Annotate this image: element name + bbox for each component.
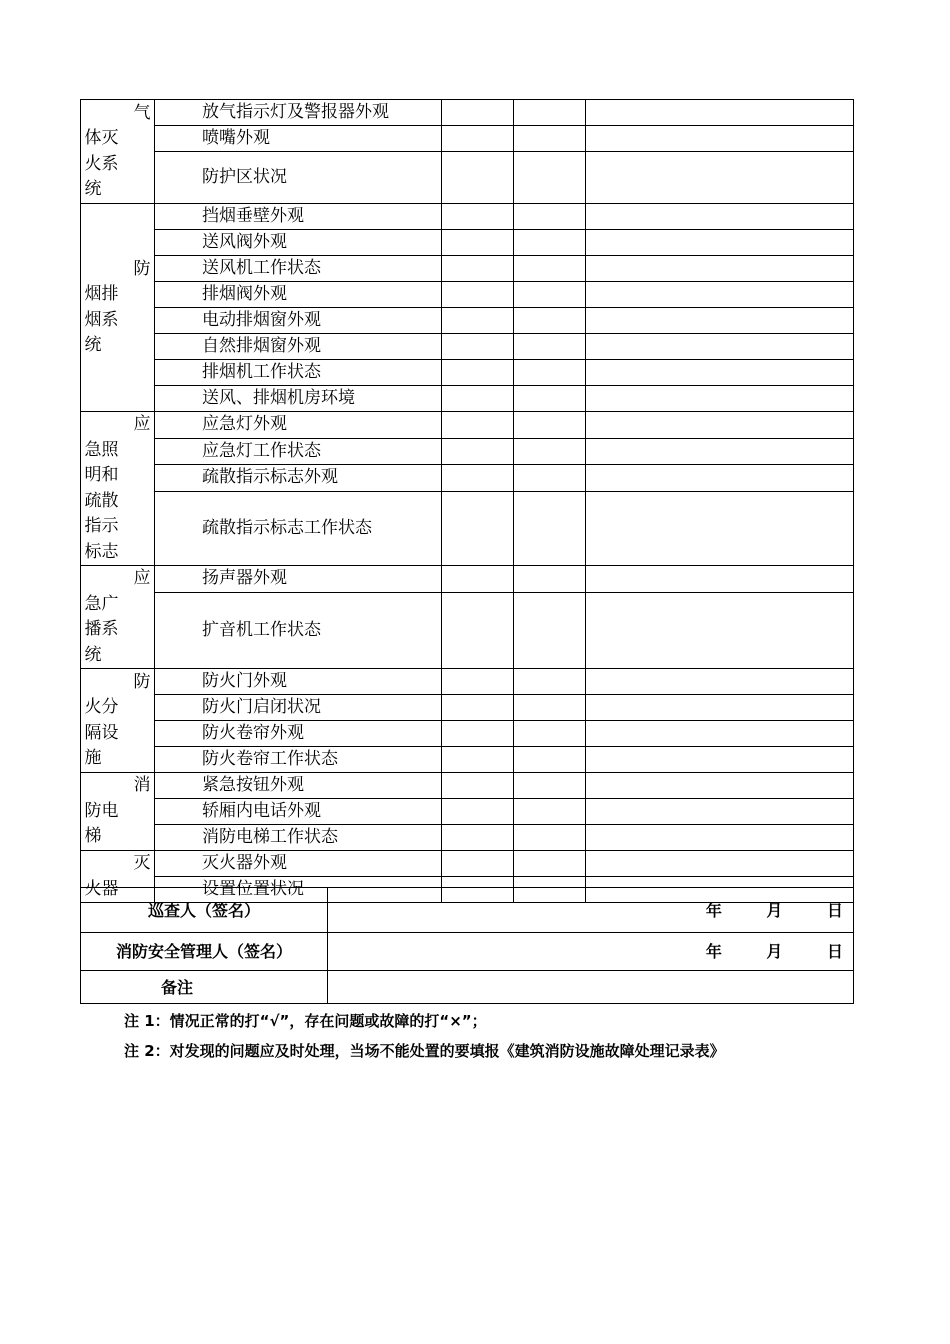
check-item: 防火卷帘工作状态 [155,747,442,773]
check-item: 放气指示灯及警报器外观 [155,100,442,126]
check-item: 灭火器外观 [155,851,442,877]
system-name-line: 统 [84,644,102,665]
result-cell-1[interactable] [442,230,514,256]
signature-table [80,887,854,1004]
remark-cell[interactable] [586,773,854,799]
system-name-line: 应 [133,568,151,588]
system-name-line: 急广 [84,593,119,614]
remark-cell[interactable] [586,825,854,851]
result-cell-1[interactable] [442,721,514,747]
remark-cell[interactable] [586,230,854,256]
check-item: 防护区状况 [155,152,442,204]
check-item: 疏散指示标志工作状态 [155,491,442,565]
result-cell-1[interactable] [442,308,514,334]
remark-cell[interactable] [586,308,854,334]
remark-cell[interactable] [586,334,854,360]
remarks-label-cell [81,971,328,1004]
system-name-line: 火器 [84,878,119,899]
remark-cell[interactable] [586,412,854,439]
system-name-line: 气 [133,102,151,123]
table-row [81,360,854,386]
table-row [81,308,854,334]
table-row [81,747,854,773]
table-row [81,721,854,747]
result-cell-2[interactable] [514,438,586,465]
remark-cell[interactable] [586,256,854,282]
table-row [81,851,854,877]
remarks-field[interactable] [328,971,854,1004]
check-item: 自然排烟窗外观 [155,334,442,360]
table-row [81,334,854,360]
result-cell-1[interactable] [442,334,514,360]
system-name-line: 应 [133,414,151,434]
note-1: 注 1：情况正常的打“√”，存在问题或故障的打“×”； [124,1012,487,1030]
table-row [81,152,854,204]
system-name-line: 烟系 [84,309,119,330]
system-name-cell [81,100,155,204]
result-cell-2[interactable] [514,204,586,230]
system-name-line: 播系 [84,619,119,639]
result-cell-1[interactable] [442,256,514,282]
result-cell-1[interactable] [442,491,514,565]
system-name-line: 疏散 [84,490,119,511]
remark-cell[interactable] [586,126,854,152]
result-cell-1[interactable] [442,126,514,152]
inspection-table [80,99,854,903]
remark-cell[interactable] [586,747,854,773]
result-cell-1[interactable] [442,825,514,851]
result-cell-2[interactable] [514,334,586,360]
table-row [81,438,854,465]
result-cell-2[interactable] [514,721,586,747]
check-item: 喷嘴外观 [155,126,442,152]
result-cell-2[interactable] [514,386,586,412]
check-item: 防火门外观 [155,669,442,695]
result-cell-1[interactable] [442,438,514,465]
remarks-label: 备注 [160,977,193,997]
result-cell-2[interactable] [514,747,586,773]
remark-cell[interactable] [586,592,854,668]
system-name-line: 烟排 [84,284,119,304]
table-row [81,412,854,439]
check-item: 应急灯外观 [155,412,442,439]
system-name-line: 防 [133,671,151,692]
check-item: 防火门启闭状况 [155,695,442,721]
system-name-line: 标志 [84,541,119,562]
table-row [81,256,854,282]
system-name-line: 统 [84,179,102,199]
table-row [81,825,854,851]
result-cell-1[interactable] [442,669,514,695]
system-name-line: 明和 [84,465,119,485]
result-cell-1[interactable] [442,592,514,668]
check-item: 送风阀外观 [155,230,442,256]
remark-cell[interactable] [586,360,854,386]
result-cell-1[interactable] [442,773,514,799]
system-name-line: 体灭 [84,128,119,148]
result-cell-1[interactable] [442,747,514,773]
remark-cell[interactable] [586,100,854,126]
remark-cell[interactable] [586,721,854,747]
result-cell-2[interactable] [514,152,586,204]
check-item: 送风机工作状态 [155,256,442,282]
remark-cell[interactable] [586,438,854,465]
result-cell-1[interactable] [442,412,514,439]
system-name-line: 灭 [133,853,151,873]
remark-cell[interactable] [586,386,854,412]
system-name-line: 火分 [84,697,119,717]
table-row [81,669,854,695]
result-cell-1[interactable] [442,465,514,492]
result-cell-2[interactable] [514,825,586,851]
system-name-line: 防电 [84,800,119,821]
system-name-line: 统 [84,335,102,355]
note-2: 注 2：对发现的问题应及时处理，当场不能处置的要填报《建筑消防设施故障处理记录表》 [124,1042,725,1060]
system-name-line: 隔设 [84,722,119,743]
result-cell-2[interactable] [514,851,586,877]
result-cell-2[interactable] [514,308,586,334]
remark-cell[interactable] [586,799,854,825]
check-item: 紧急按钮外观 [155,773,442,799]
check-item: 电动排烟窗外观 [155,308,442,334]
table-row [81,386,854,412]
table-row [81,491,854,565]
result-cell-2[interactable] [514,566,586,593]
check-item: 排烟阀外观 [155,282,442,308]
result-cell-1[interactable] [442,152,514,204]
table-row [81,566,854,593]
result-cell-2[interactable] [514,773,586,799]
check-item: 扩音机工作状态 [155,592,442,668]
check-item: 扬声器外观 [155,566,442,593]
inspector-signature-label: 巡查人（签名） [81,888,328,933]
remark-cell[interactable] [586,152,854,204]
result-cell-1[interactable] [442,204,514,230]
check-item: 送风、排烟机房环境 [155,386,442,412]
check-item: 挡烟垂壁外观 [155,204,442,230]
table-row [81,126,854,152]
system-name-line: 急照 [84,439,119,460]
check-item: 设置位置状况 [155,877,442,903]
table-row [81,230,854,256]
result-cell-2[interactable] [514,695,586,721]
check-item: 排烟机工作状态 [155,360,442,386]
result-cell-1[interactable] [442,386,514,412]
table-row [81,465,854,492]
system-name-cell [81,773,155,851]
result-cell-1[interactable] [442,851,514,877]
inspector-signature-field[interactable]: 年 月 日 [328,888,854,933]
table-row [81,592,854,668]
result-cell-2[interactable] [514,230,586,256]
system-name-cell [81,412,155,566]
table-row [81,282,854,308]
table-row [81,695,854,721]
result-cell-1[interactable] [442,360,514,386]
system-name-cell [81,204,155,412]
system-name-cell [81,566,155,669]
result-cell-2[interactable] [514,360,586,386]
remark-cell[interactable] [586,282,854,308]
table-row [81,799,854,825]
system-name-line: 消 [133,775,151,796]
check-item: 轿厢内电话外观 [155,799,442,825]
result-cell-1[interactable] [442,695,514,721]
remark-cell[interactable] [586,204,854,230]
table-row [81,100,854,126]
result-cell-1[interactable] [442,100,514,126]
manager-signature-field[interactable]: 年 月 日 [328,933,854,971]
remark-cell[interactable] [586,566,854,593]
remark-cell[interactable] [586,851,854,877]
remark-cell[interactable] [586,465,854,492]
result-cell-2[interactable] [514,100,586,126]
system-name-line: 施 [84,748,102,768]
check-item: 应急灯工作状态 [155,438,442,465]
result-cell-2[interactable] [514,669,586,695]
remark-cell[interactable] [586,669,854,695]
result-cell-2[interactable] [514,465,586,492]
result-cell-1[interactable] [442,566,514,593]
result-cell-2[interactable] [514,126,586,152]
result-cell-2[interactable] [514,412,586,439]
result-cell-1[interactable] [442,282,514,308]
system-name-line: 火系 [84,153,119,174]
check-item: 疏散指示标志外观 [155,465,442,492]
result-cell-2[interactable] [514,282,586,308]
result-cell-2[interactable] [514,592,586,668]
result-cell-1[interactable] [442,799,514,825]
check-item: 防火卷帘外观 [155,721,442,747]
check-item: 消防电梯工作状态 [155,825,442,851]
system-name-line: 梯 [84,826,102,847]
result-cell-2[interactable] [514,491,586,565]
system-name-line: 防 [133,258,151,279]
result-cell-2[interactable] [514,799,586,825]
manager-signature-label: 消防安全管理人（签名） [81,933,328,971]
table-row [81,204,854,230]
remark-cell[interactable] [586,491,854,565]
system-name-cell [81,669,155,773]
table-row [81,773,854,799]
remark-cell[interactable] [586,695,854,721]
system-name-line: 指示 [84,516,119,536]
result-cell-2[interactable] [514,256,586,282]
